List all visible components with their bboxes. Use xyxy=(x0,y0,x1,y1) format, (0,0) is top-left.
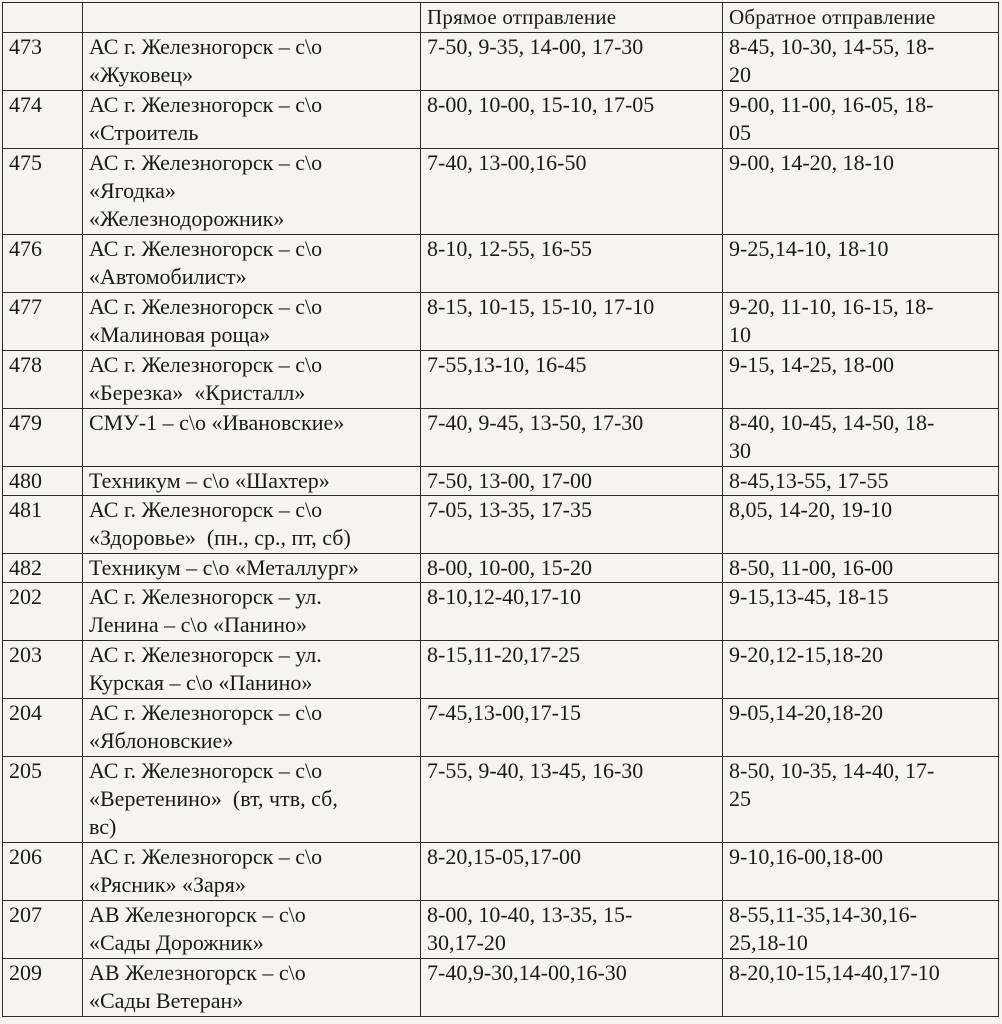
route-name-line: АВ Железногорск – с\о xyxy=(89,902,306,927)
return-departure-times-line: 25 xyxy=(729,786,751,811)
bus-schedule-table xyxy=(2,2,999,1017)
forward-departure-times-line: 30,17-20 xyxy=(427,930,506,955)
route-name-line: «Сады Дорожник» xyxy=(89,930,264,955)
return-departure-times-line: 8-50, 10-35, 14-40, 17- xyxy=(729,758,935,783)
route-name-line: «Здоровье» (пн., ср., пт, сб) xyxy=(89,525,351,550)
return-departure-times-line: 9-15,13-45, 18-15 xyxy=(729,584,889,609)
route-number: 207 xyxy=(3,901,83,959)
return-departure-times-line: 05 xyxy=(729,120,751,145)
route-name xyxy=(83,409,421,467)
return-departure-times xyxy=(723,959,999,1017)
table-row xyxy=(3,554,999,583)
forward-departure-times: 7-55, 9-40, 13-45, 16-30 xyxy=(421,757,723,843)
route-name-line: АС г. Железногорск – ул. xyxy=(89,584,322,609)
table-row xyxy=(3,843,999,901)
forward-departure-times-line: 8-00, 10-40, 13-35, 15- xyxy=(427,902,633,927)
return-departure-times xyxy=(723,843,999,901)
route-name-line: АС г. Железногорск – с\о xyxy=(89,150,323,175)
route-number: 202 xyxy=(3,583,83,641)
route-name xyxy=(83,843,421,901)
table-row xyxy=(3,699,999,757)
return-departure-times-line: 9-00, 14-20, 18-10 xyxy=(729,150,894,175)
return-departure-times-line: 8-40, 10-45, 14-50, 18- xyxy=(729,410,935,435)
route-name-line: АС г. Железногорск – с\о xyxy=(89,844,323,869)
route-name-line: Ленина – с\о «Панино» xyxy=(89,612,307,637)
forward-departure-times: 8-20,15-05,17-00 xyxy=(421,843,723,901)
return-departure-times xyxy=(723,641,999,699)
return-departure-times-line: 8-20,10-15,14-40,17-10 xyxy=(729,960,940,985)
route-name-line: АС г. Железногорск – ул. xyxy=(89,642,322,667)
route-name-line: «Автомобилист» xyxy=(89,264,247,289)
route-number: 480 xyxy=(3,467,83,496)
forward-departure-times: 8-15,11-20,17-25 xyxy=(421,641,723,699)
return-departure-times xyxy=(723,467,999,496)
forward-departure-times: 8-00, 10-00, 15-20 xyxy=(421,554,723,583)
table-row xyxy=(3,496,999,554)
route-number: 209 xyxy=(3,959,83,1017)
route-name xyxy=(83,959,421,1017)
return-departure-times xyxy=(723,293,999,351)
return-departure-times xyxy=(723,235,999,293)
route-number: 479 xyxy=(3,409,83,467)
route-number: 474 xyxy=(3,91,83,149)
route-name-line: Техникум – с\о «Металлург» xyxy=(89,555,359,580)
return-departure-times xyxy=(723,351,999,409)
return-departure-times-line: 9-05,14-20,18-20 xyxy=(729,700,883,725)
route-name-line: Курская – с\о «Панино» xyxy=(89,670,313,695)
return-departure-times-line: 9-20, 11-10, 16-15, 18- xyxy=(729,294,934,319)
table-row xyxy=(3,149,999,235)
route-number: 206 xyxy=(3,843,83,901)
table-row xyxy=(3,351,999,409)
header-return-departure: Обратное отправление xyxy=(723,3,999,33)
return-departure-times-line: 9-25,14-10, 18-10 xyxy=(729,236,889,261)
return-departure-times-line: 8-50, 11-00, 16-00 xyxy=(729,555,894,580)
route-name xyxy=(83,641,421,699)
return-departure-times-line: 30 xyxy=(729,438,751,463)
route-name xyxy=(83,554,421,583)
route-name xyxy=(83,757,421,843)
route-number: 476 xyxy=(3,235,83,293)
table-row xyxy=(3,33,999,91)
return-departure-times-line: 9-00, 11-00, 16-05, 18- xyxy=(729,92,934,117)
return-departure-times xyxy=(723,757,999,843)
return-departure-times xyxy=(723,33,999,91)
route-name xyxy=(83,33,421,91)
route-number: 477 xyxy=(3,293,83,351)
route-name xyxy=(83,467,421,496)
table-header-row xyxy=(3,3,999,33)
return-departure-times-line: 8-45,13-55, 17-55 xyxy=(729,468,889,493)
route-name-line: «Жуковец» xyxy=(89,62,194,87)
table-row xyxy=(3,235,999,293)
route-name xyxy=(83,583,421,641)
route-name-line: «Веретенино» (вт, чтв, сб, xyxy=(89,786,338,811)
route-name-line: «Железнодорожник» xyxy=(89,206,285,231)
header-route-number xyxy=(3,3,83,33)
route-number: 204 xyxy=(3,699,83,757)
route-name-line: АС г. Железногорск – с\о xyxy=(89,352,323,377)
return-departure-times xyxy=(723,901,999,959)
table-row xyxy=(3,467,999,496)
forward-departure-times: 7-40,9-30,14-00,16-30 xyxy=(421,959,723,1017)
table-row xyxy=(3,901,999,959)
forward-departure-times: 7-40, 13-00,16-50 xyxy=(421,149,723,235)
table-row xyxy=(3,91,999,149)
forward-departure-times: 8-00, 10-00, 15-10, 17-05 xyxy=(421,91,723,149)
route-name-line: СМУ-1 – с\о «Ивановские» xyxy=(89,410,345,435)
route-name xyxy=(83,901,421,959)
route-name xyxy=(83,699,421,757)
forward-departure-times: 7-55,13-10, 16-45 xyxy=(421,351,723,409)
route-name-line: Техникум – с\о «Шахтер» xyxy=(89,468,330,493)
route-name xyxy=(83,496,421,554)
return-departure-times-line: 8,05, 14-20, 19-10 xyxy=(729,497,893,522)
forward-departure-times: 7-50, 13-00, 17-00 xyxy=(421,467,723,496)
route-name-line: вс) xyxy=(89,814,117,839)
return-departure-times-line: 8-55,11-35,14-30,16- xyxy=(729,902,917,927)
route-number: 203 xyxy=(3,641,83,699)
route-name xyxy=(83,149,421,235)
route-number: 478 xyxy=(3,351,83,409)
route-name-line: АС г. Железногорск – с\о xyxy=(89,758,323,783)
forward-departure-times: 7-50, 9-35, 14-00, 17-30 xyxy=(421,33,723,91)
forward-departure-times: 7-45,13-00,17-15 xyxy=(421,699,723,757)
route-name-line: «Ягодка» xyxy=(89,178,176,203)
return-departure-times xyxy=(723,496,999,554)
route-name-line: АС г. Железногорск – с\о xyxy=(89,294,323,319)
route-name xyxy=(83,293,421,351)
return-departure-times-line: 9-20,12-15,18-20 xyxy=(729,642,883,667)
table-row xyxy=(3,959,999,1017)
route-number: 475 xyxy=(3,149,83,235)
return-departure-times xyxy=(723,699,999,757)
header-route-name xyxy=(83,3,421,33)
return-departure-times xyxy=(723,554,999,583)
table-row xyxy=(3,757,999,843)
route-name-line: АС г. Железногорск – с\о xyxy=(89,92,323,117)
route-name-line: «Сады Ветеран» xyxy=(89,988,244,1013)
table-row xyxy=(3,409,999,467)
forward-departure-times: 7-40, 9-45, 13-50, 17-30 xyxy=(421,409,723,467)
route-name-line: АС г. Железногорск – с\о xyxy=(89,497,323,522)
return-departure-times xyxy=(723,149,999,235)
header-forward-departure: Прямое отправление xyxy=(421,3,723,33)
route-number: 205 xyxy=(3,757,83,843)
route-name-line: «Березка» «Кристалл» xyxy=(89,380,306,405)
route-name-line: «Малиновая роща» xyxy=(89,322,271,347)
return-departure-times-line: 25,18-10 xyxy=(729,930,808,955)
route-number: 473 xyxy=(3,33,83,91)
table-body xyxy=(3,33,999,1017)
return-departure-times-line: 20 xyxy=(729,62,751,87)
table-row xyxy=(3,641,999,699)
route-number: 481 xyxy=(3,496,83,554)
route-name-line: «Строитель xyxy=(89,120,199,145)
table-row xyxy=(3,583,999,641)
forward-departure-times: 7-05, 13-35, 17-35 xyxy=(421,496,723,554)
table-row xyxy=(3,293,999,351)
return-departure-times xyxy=(723,91,999,149)
route-name xyxy=(83,351,421,409)
forward-departure-times xyxy=(421,901,723,959)
route-name-line: АС г. Железногорск – с\о xyxy=(89,236,323,261)
return-departure-times-line: 9-15, 14-25, 18-00 xyxy=(729,352,894,377)
return-departure-times-line: 10 xyxy=(729,322,751,347)
route-number: 482 xyxy=(3,554,83,583)
route-name-line: АС г. Железногорск – с\о xyxy=(89,700,323,725)
route-name-line: АВ Железногорск – с\о xyxy=(89,960,306,985)
return-departure-times xyxy=(723,409,999,467)
route-name xyxy=(83,235,421,293)
forward-departure-times: 8-15, 10-15, 15-10, 17-10 xyxy=(421,293,723,351)
route-name-line: АС г. Железногорск – с\о xyxy=(89,34,323,59)
return-departure-times-line: 9-10,16-00,18-00 xyxy=(729,844,883,869)
return-departure-times xyxy=(723,583,999,641)
return-departure-times-line: 8-45, 10-30, 14-55, 18- xyxy=(729,34,935,59)
route-name-line: «Яблоновские» xyxy=(89,728,234,753)
forward-departure-times: 8-10, 12-55, 16-55 xyxy=(421,235,723,293)
route-name-line: «Рясник» «Заря» xyxy=(89,872,246,897)
route-name xyxy=(83,91,421,149)
forward-departure-times: 8-10,12-40,17-10 xyxy=(421,583,723,641)
